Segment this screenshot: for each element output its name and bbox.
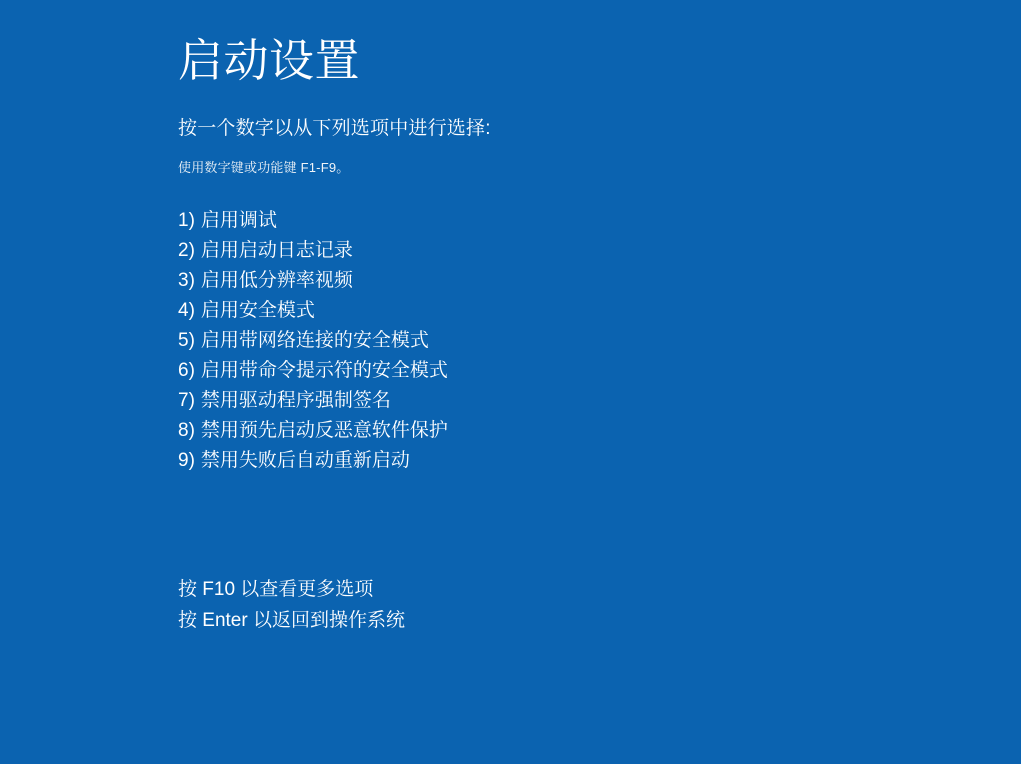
option-label-1: 启用调试 <box>200 209 277 231</box>
option-label-7: 禁用驱动程序强制签名 <box>200 389 391 411</box>
option-row-1[interactable] <box>178 206 958 236</box>
instruction-text: 按一个数字以从下列选项中进行选择: <box>178 117 491 139</box>
option-key-4: 4) <box>178 299 195 321</box>
option-label-4: 启用安全模式 <box>200 299 315 321</box>
option-row-8[interactable] <box>178 416 958 446</box>
option-key-8: 8) <box>178 419 195 441</box>
option-key-5: 5) <box>178 329 195 351</box>
option-row-7[interactable] <box>178 386 958 416</box>
option-key-1: 1) <box>178 209 195 231</box>
option-row-6[interactable] <box>178 356 958 386</box>
footer-hint-return-os: 按 Enter 以返回到操作系统 <box>178 609 405 631</box>
option-row-5[interactable] <box>178 326 958 356</box>
option-key-2: 2) <box>178 239 195 261</box>
content-container <box>178 36 958 636</box>
option-row-9[interactable] <box>178 446 958 476</box>
option-row-2[interactable] <box>178 236 958 266</box>
option-row-4[interactable] <box>178 296 958 326</box>
option-label-8: 禁用预先启动反恶意软件保护 <box>200 419 448 441</box>
sub-instruction-text: 使用数字键或功能键 F1-F9。 <box>178 159 350 175</box>
options-list <box>178 206 958 476</box>
option-label-3: 启用低分辨率视频 <box>200 269 353 291</box>
footer-hints <box>178 574 958 636</box>
footer-hint-more-options: 按 F10 以查看更多选项 <box>178 578 374 600</box>
option-label-9: 禁用失败后自动重新启动 <box>200 449 410 471</box>
option-key-7: 7) <box>178 389 195 411</box>
option-label-6: 启用带命令提示符的安全模式 <box>200 359 448 381</box>
option-label-2: 启用启动日志记录 <box>200 239 353 261</box>
option-key-6: 6) <box>178 359 195 381</box>
option-row-3[interactable] <box>178 266 958 296</box>
option-key-9: 9) <box>178 449 195 471</box>
option-key-3: 3) <box>178 269 195 291</box>
page-title: 启动设置 <box>178 35 361 86</box>
option-label-5: 启用带网络连接的安全模式 <box>200 329 429 351</box>
